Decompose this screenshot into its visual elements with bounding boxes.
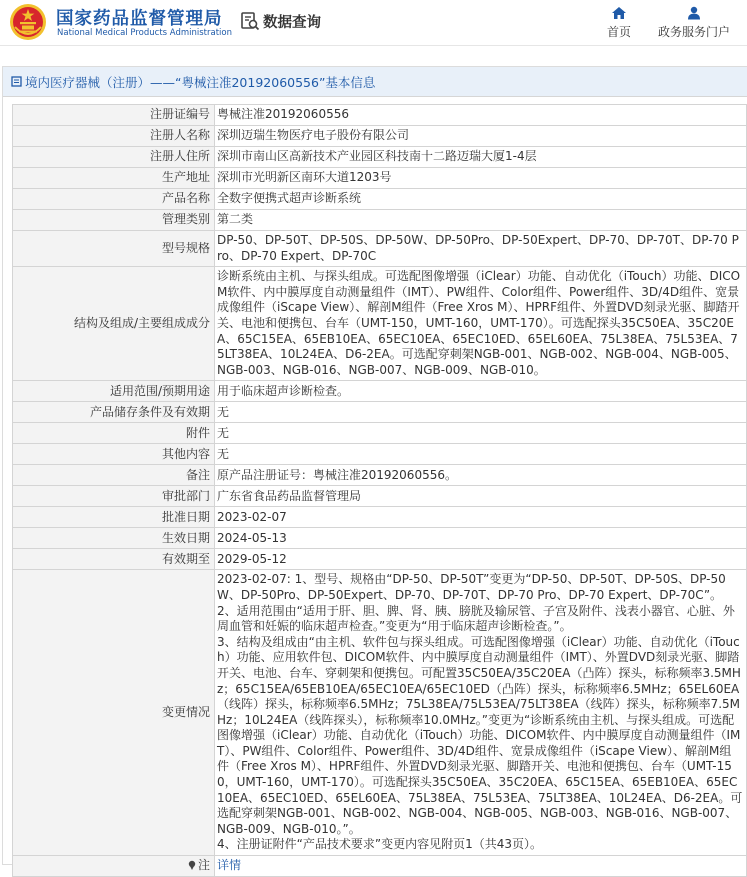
document-icon [11, 76, 22, 87]
pin-icon [187, 860, 197, 870]
nav-service-label: 政务服务门户 [657, 25, 730, 39]
field-label: 生效日期 [13, 528, 215, 549]
national-emblem-icon [9, 3, 47, 41]
table-row [13, 549, 747, 570]
table-row [13, 570, 747, 856]
field-label: 生产地址 [13, 168, 215, 189]
table-row [13, 189, 747, 210]
note-label-cell [13, 856, 215, 877]
detail-title-bar [3, 67, 747, 97]
field-label: 结构及组成/主要组成成分 [13, 267, 215, 381]
field-label: 型号规格 [13, 231, 215, 267]
logo-title-cn[interactable]: 国家药品监督管理局 [56, 9, 223, 29]
field-label: 注 [197, 858, 210, 873]
field-label: 管理类别 [13, 210, 215, 231]
field-value: 原产品注册证号：粤械注准20192060556。 [215, 465, 747, 486]
table-row [13, 267, 747, 381]
details-link[interactable]: 详情 [217, 858, 242, 873]
field-label: 产品储存条件及有效期 [13, 402, 215, 423]
table-row [13, 856, 747, 877]
detail-title: 境内医疗器械（注册）——“粤械注准20192060556”基本信息 [25, 74, 376, 90]
detail-card [2, 66, 747, 873]
field-value [215, 856, 747, 877]
table-row [13, 147, 747, 168]
nav-home[interactable] [604, 6, 634, 40]
field-value: 广东省食品药品监督管理局 [215, 486, 747, 507]
field-label: 变更情况 [13, 570, 215, 856]
field-label: 有效期至 [13, 549, 215, 570]
field-label: 适用范围/预期用途 [13, 381, 215, 402]
field-label: 附件 [13, 423, 215, 444]
field-value: 深圳市南山区高新技术产业园区科技南十二路迈瑞大厦1-4层 [215, 147, 747, 168]
table-row [13, 486, 747, 507]
user-icon [686, 6, 702, 20]
table-row [13, 231, 747, 267]
table-row [13, 168, 747, 189]
field-value: 无 [215, 423, 747, 444]
table-row [13, 423, 747, 444]
table-row [13, 402, 747, 423]
field-label: 注册人住所 [13, 147, 215, 168]
data-query-tab[interactable] [240, 9, 321, 33]
field-value: 无 [215, 444, 747, 465]
field-label: 产品名称 [13, 189, 215, 210]
table-row [13, 105, 747, 126]
field-value: 2023-02-07: 1、型号、规格由“DP-50、DP-50T”变更为“DP-50、DP-50T、DP-50S、DP-50W、DP-50Pro、DP-50Expert、DP-70、DP-70T、DP-70 Pro、DP-70 Expert、DP-70C”。 2、适用范围由“适用于肝、胆、脾、肾、胰、膀胱及输尿管、子宫及附件、浅表小器官、心脏、外周血管和妊娠的临床超声检查。”变更为“用于临床超声诊断检查。”。 3、结构及组成由“由主机、软件包与探头组成。可选配图像增强（iClear）功能、自动优化（iTouch）功能、应用软件包、DICOM软件、内中膜厚度自动测量组件（IMT）、外置DVD刻录光驱、脚踏开关、电池、台车、穿刺架和便携包。可配置35C50EA/35C20EA（凸阵）探头，标称频率3.5MHz；65C15EA/65EB10EA/65EC10EA/65EC10ED（凸阵）探头，标称频率6.5MHz；65EL60EA（线阵）探头，标称频率6.5MHz；75L38EA/75L53EA/75LT38EA（线阵）探头，标称频率7.5MHz；10L24EA（线阵探头），标称频率10.0MHz。”变更为“诊断系统由主机、与探头组成。可选配图像增强（iClear）功能、自动优化（iTouch）功能、DICOM软件、内中膜厚度自动测量组件（IMT）、PW组件、Color组件、Power组件、3D/4D组件、宽景成像组件（iScape View）、解剖M组件（Free Xros M）、HPRF组件、外置DVD刻录光驱、脚踏开关、电池和便携包、台车（UMT-150，UMT-160，UMT-170）。可选配探头35C50EA、35C20EA、65C15EA、65EB10EA、65EC10EA、65EC10ED、65EL60EA、75L38EA、75L53EA、75LT38EA、10L24EA、D6-2EA。可选配穿刺架NGB-001、NGB-002、NGB-004、NGB-005、NGB-003、NGB-016、NGB-007、NGB-009、NGB-010。”。 4、注册证附件“产品技术要求”变更内容见附页1（共43页）。 [215, 570, 747, 856]
field-label: 注册证编号 [13, 105, 215, 126]
field-value: 诊断系统由主机、与探头组成。可选配图像增强（iClear）功能、自动优化（iTouch）功能、DICOM软件、内中膜厚度自动测量组件（IMT）、PW组件、Color组件、Power组件、3D/4D组件、宽景成像组件（iScape View）、解剖M组件（Free Xros M）、HPRF组件、外置DVD刻录光驱、脚踏开关、电池和便携包、台车（UMT-150，UMT-160，UMT-170）。可选配探头35C50EA、35C20EA、65C15EA、65EB10EA、65EC10EA、65EC10ED、65EL60EA、75L38EA、75L53EA、75LT38EA、10L24EA、D6-2EA。可选配穿刺架NGB-001、NGB-002、NGB-004、NGB-005、NGB-003、NGB-016、NGB-007、NGB-009、NGB-010。 [215, 267, 747, 381]
field-value: DP-50、DP-50T、DP-50S、DP-50W、DP-50Pro、DP-50Expert、DP-70、DP-70T、DP-70 Pro、DP-70 Expert、DP-70C [215, 231, 747, 267]
field-value: 深圳迈瑞生物医疗电子股份有限公司 [215, 126, 747, 147]
nav-home-label: 首页 [606, 25, 631, 39]
table-row [13, 528, 747, 549]
registration-info-table [12, 104, 747, 877]
logo-title-en[interactable]: National Medical Products Administration [57, 28, 232, 38]
table-row [13, 126, 747, 147]
field-label: 批准日期 [13, 507, 215, 528]
nav-service-portal[interactable] [655, 6, 733, 40]
field-value: 用于临床超声诊断检查。 [215, 381, 747, 402]
table-row [13, 210, 747, 231]
table-row [13, 465, 747, 486]
table-row [13, 381, 747, 402]
field-value: 2024-05-13 [215, 528, 747, 549]
field-value: 粤械注准20192060556 [215, 105, 747, 126]
field-value: 2023-02-07 [215, 507, 747, 528]
data-query-label: 数据查询 [263, 14, 321, 31]
field-value: 全数字便携式超声诊断系统 [215, 189, 747, 210]
table-row [13, 507, 747, 528]
field-value: 无 [215, 402, 747, 423]
field-label: 备注 [13, 465, 215, 486]
site-header [0, 0, 747, 46]
table-row [13, 444, 747, 465]
field-label: 审批部门 [13, 486, 215, 507]
field-label: 注册人名称 [13, 126, 215, 147]
field-label: 其他内容 [13, 444, 215, 465]
data-search-icon [240, 11, 260, 31]
home-icon [611, 6, 627, 20]
field-value: 第二类 [215, 210, 747, 231]
field-value: 2029-05-12 [215, 549, 747, 570]
field-value: 深圳市光明新区南环大道1203号 [215, 168, 747, 189]
